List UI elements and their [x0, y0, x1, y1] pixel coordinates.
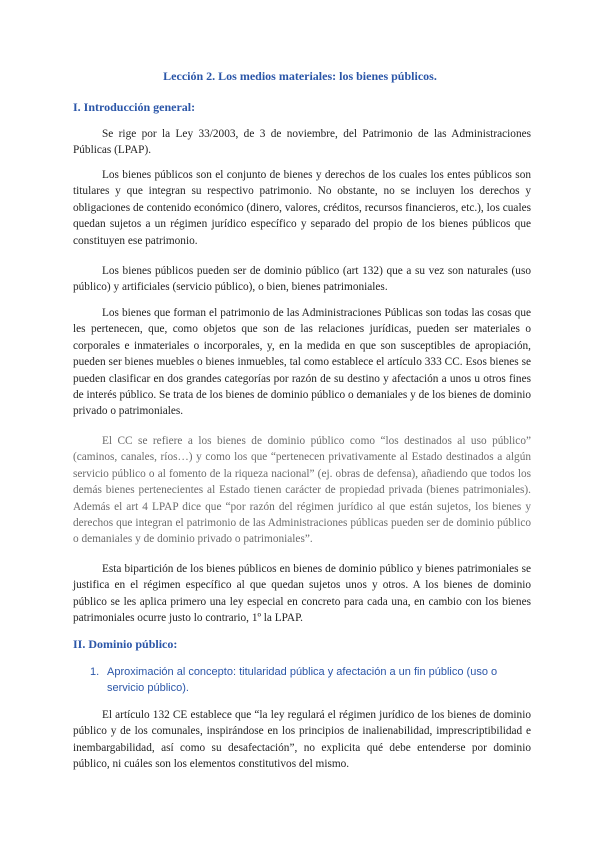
paragraph: Se rige por la Ley 33/2003, de 3 de noviembre, del Patrimonio de las Administraciones Públicas (LPAP). [73, 128, 531, 157]
paragraph: Los bienes públicos son el conjunto de bienes y derechos de los cuales los entes públicos son titulares y que integran su respectivo patrimonio. No obstante, no se incluyen los derechos y obligaciones de contenido económico (dinero, valores, créditos, recursos financieros, etc.), los cuales quedan sujetos a un régimen jurídico específico y separado del propio de los bienes públicos que constituyen ese patrimonio. [73, 169, 531, 247]
paragraph: Los bienes que forman el patrimonio de las Administraciones Públicas son todas las cosas que les pertenecen, que, como objetos que son de las relaciones jurídicas, pueden ser materiales o corporales e inmateriales o incorporales, y, en la medida en que son susceptibles de apropiación, pueden ser bienes muebles o bienes inmuebles, tal como establece el artículo 333 CC. Esos bienes se pueden clasificar en dos grandes categorías por razón de su destino y afectación a unos u otros fines de interés público. Se trata de los bienes de dominio público o demaniales y de los bienes de dominio privado o patrimoniales. [73, 307, 531, 418]
paragraph: Los bienes públicos pueden ser de dominio público (art 132) que a su vez son naturales (uso público) y artificiales (servicio público), o bien, bienes patrimoniales. [73, 265, 531, 294]
paragraph: El artículo 132 CE establece que “la ley regulará el régimen jurídico de los bienes de dominio público y de los comunales, inspirándose en los principios de inalienabilidad, imprescriptibilidad e inembargabilidad, así como su desafectación”, no explicita qué debe entenderse por dominio público, ni cuáles son los elementos constitutivos del mismo. [73, 709, 531, 771]
paragraph: Esta bipartición de los bienes públicos en bienes de dominio público y bienes patrimoniales se justifica en el régimen específico al que quedan sujetos unos y otros. A los bienes de dominio público se les aplica primero una ley especial en concreto para cada una, en cambio con los bienes patrimoniales ocurre justo lo contrario, 1º la LPAP. [73, 563, 531, 625]
section-heading-dominio: II. Dominio público: [73, 637, 178, 651]
list-item [90, 664, 530, 697]
page-title: Lección 2. Los medios materiales: los bienes públicos. [163, 69, 437, 83]
quoted-paragraph: El CC se refiere a los bienes de dominio público como “los destinados al uso público” (caminos, canales, ríos…) y como los que “pertenecen privativamente al Estado destinados a algún servicio público o al fomento de la riqueza nacional” (ej. obras de defensa), añadiendo que todos los demás bienes pertenecientes al Estado tienen carácter de propiedad privada (bienes patrimoniales). Además el art 4 LPAP dice que “por razón del régimen jurídico al que están sujetos, los bienes y derechos que integran el patrimonio de las Administraciones públicas pueden ser de dominio público o demaniales y de dominio privado o patrimoniales”. [73, 435, 531, 546]
section-heading-intro: I. Introducción general: [73, 100, 196, 114]
list-item-number: 1. [90, 666, 100, 678]
list-item-text: Aproximación al concepto: titularidad pública y afectación a un fin público (uso o servicio público). [107, 666, 498, 695]
